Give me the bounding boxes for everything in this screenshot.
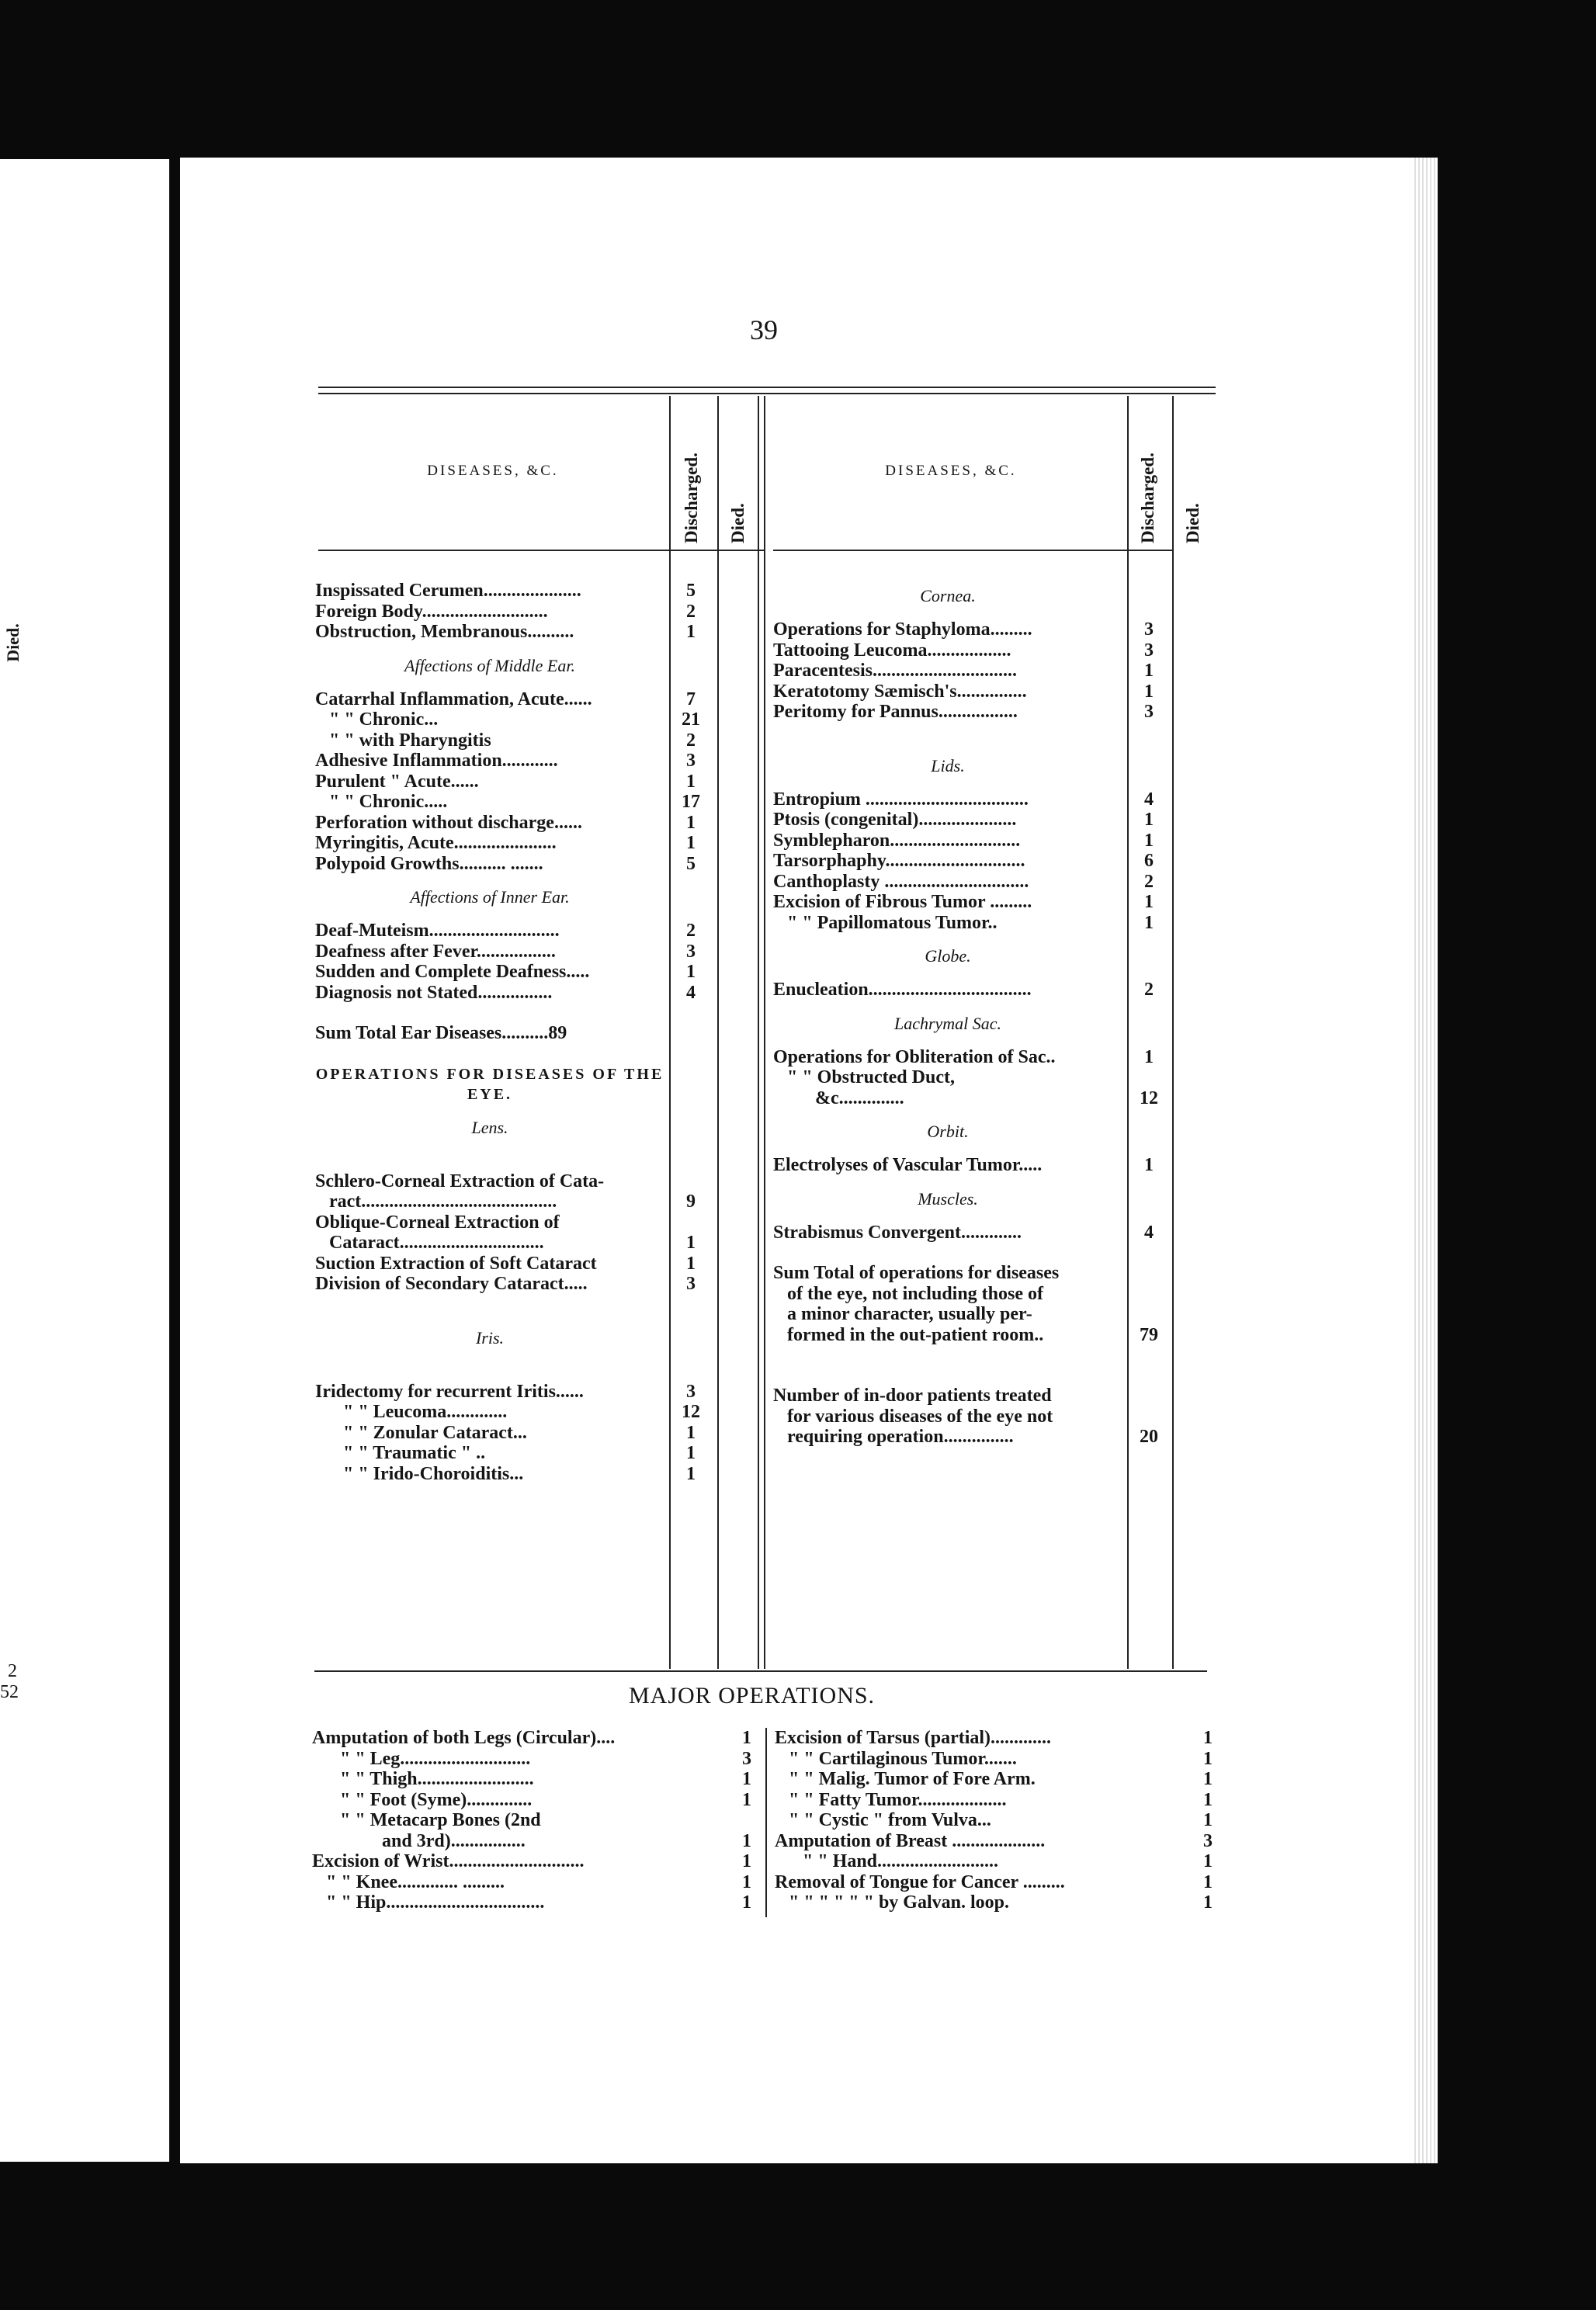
table-row: [773, 1263, 1177, 1284]
row-discharged-value: 1: [686, 1463, 696, 1484]
spacer: [315, 1044, 719, 1064]
operation-label: " " Fatty Tumor...................: [789, 1789, 1007, 1810]
table-row: [315, 1443, 719, 1464]
row-label: Symblepharon............................: [773, 830, 1021, 851]
table-row: [773, 682, 1177, 702]
section-heading: Iris.: [475, 1327, 505, 1348]
operation-label: " " Leg............................: [340, 1748, 531, 1769]
operation-label: " " Hand..........................: [803, 1851, 999, 1871]
major-ops-divider: [765, 1728, 767, 1917]
row-label: Catarrhal Inflammation, Acute......: [315, 688, 592, 709]
table-bottom-rule: [314, 1670, 1207, 1672]
row-discharged-value: 12: [1140, 1087, 1158, 1108]
spacer: [773, 1345, 1177, 1365]
row-label: Tarsorphaphy..............................: [773, 851, 1025, 871]
table-row: [315, 921, 719, 942]
row-label: " " Leucoma.............: [343, 1402, 508, 1422]
row-label: Suction Extraction of Soft Cataract: [315, 1253, 597, 1274]
row-discharged-value: 1: [686, 812, 696, 833]
operation-count: 1: [1203, 1871, 1213, 1892]
row-discharged-value: 2: [686, 601, 696, 622]
page-edge: [1414, 158, 1438, 2163]
operation-label: Removal of Tongue for Cancer .........: [775, 1871, 1065, 1892]
col-rule-4: [764, 396, 765, 1669]
major-operation-row: [775, 1810, 1225, 1831]
row-label: Tattooing Leucoma..................: [773, 640, 1011, 661]
section-heading: Orbit.: [927, 1122, 969, 1141]
row-label: Operations for Obliteration of Sac..: [773, 1046, 1056, 1067]
row-discharged-value: 12: [682, 1402, 700, 1422]
row-label: Iridectomy for recurrent Iritis......: [315, 1381, 584, 1402]
row-label: Oblique-Corneal Extraction of: [315, 1212, 560, 1233]
major-operations-left: [312, 1728, 762, 1913]
header-discharged-left: Discharged.: [682, 453, 701, 543]
operation-count: 1: [742, 1830, 751, 1851]
table-row: [315, 730, 719, 751]
spacer: [315, 1003, 719, 1023]
major-operation-row: [312, 1790, 762, 1811]
row-label: ract..........................................: [329, 1191, 557, 1212]
row-discharged-value: 3: [686, 1381, 696, 1402]
table-row: [773, 1047, 1177, 1068]
header-died-right: Died.: [1183, 503, 1202, 543]
row-discharged-value: 7: [686, 688, 696, 709]
table-row: [773, 810, 1177, 831]
prev-page-number-52: 52: [0, 1682, 19, 1702]
table-row: [773, 661, 1177, 682]
section-heading-caps: OPERATIONS FOR DISEASES OF THE EYE.: [315, 1065, 664, 1103]
row-label: Sum Total of operations for diseases: [773, 1263, 1060, 1283]
row-label: of the eye, not including those of: [787, 1283, 1043, 1304]
table-row: [773, 1088, 1177, 1109]
row-label: " " Obstructed Duct,: [787, 1067, 955, 1087]
table-row: [773, 1427, 1177, 1448]
prev-page-died-label: Died.: [2, 623, 23, 662]
table-row: [315, 709, 719, 730]
operation-label: " " Thigh.........................: [340, 1769, 534, 1789]
major-operation-row: [775, 1831, 1225, 1852]
row-discharged-value: 1: [1144, 892, 1154, 912]
row-discharged-value: 5: [686, 581, 696, 601]
operation-label: " " Malig. Tumor of Fore Arm.: [789, 1769, 1036, 1789]
top-rule-2: [318, 393, 1216, 394]
major-operation-row: [312, 1728, 762, 1749]
row-label: Operations for Staphyloma.........: [773, 619, 1032, 640]
row-discharged-value: 1: [1144, 681, 1154, 702]
row-label: " " with Pharyngitis: [329, 730, 491, 751]
row-discharged-value: 17: [682, 792, 700, 812]
table-row: [315, 751, 719, 772]
top-rule: [318, 387, 1216, 388]
row-label: Keratotomy Sæmisch's...............: [773, 681, 1027, 702]
row-discharged-value: 4: [686, 982, 696, 1003]
row-discharged-value: 6: [1144, 851, 1154, 871]
row-discharged-value: 1: [1144, 1046, 1154, 1067]
table-row: [315, 1212, 719, 1233]
operation-count: 1: [1203, 1748, 1213, 1769]
row-discharged-value: 3: [686, 751, 696, 771]
table-row: [315, 1254, 719, 1275]
spacer: [773, 1365, 1177, 1386]
row-label: &c..............: [815, 1087, 904, 1108]
operation-label: Amputation of Breast ....................: [775, 1830, 1046, 1851]
table-row: [315, 962, 719, 983]
row-label: Sum Total Ear Diseases..........89: [315, 1023, 567, 1043]
row-discharged-value: 9: [686, 1191, 696, 1212]
operation-label: Excision of Wrist.............................: [312, 1851, 585, 1871]
major-operation-row: [775, 1749, 1225, 1770]
row-label: " " Chronic.....: [329, 792, 448, 812]
row-discharged-value: 1: [686, 1422, 696, 1443]
row-discharged-value: 1: [686, 1233, 696, 1253]
header-discharged-right: Discharged.: [1138, 453, 1157, 543]
row-label: requiring operation...............: [787, 1427, 1014, 1447]
header-rule-left: [318, 550, 765, 551]
row-label: formed in the out-patient room..: [787, 1324, 1044, 1345]
table-row: [315, 689, 719, 710]
table-row: [315, 1023, 719, 1044]
row-label: " " Papillomatous Tumor..: [787, 912, 998, 933]
table-row: [773, 1304, 1177, 1325]
table-row: [773, 831, 1177, 852]
row-label: Strabismus Convergent.............: [773, 1222, 1022, 1243]
row-discharged-value: 4: [1144, 1222, 1154, 1243]
major-operation-row: [775, 1872, 1225, 1893]
row-label: Cataract...............................: [329, 1233, 544, 1253]
major-operation-row: [775, 1790, 1225, 1811]
table-row: [315, 1171, 719, 1192]
row-label: Perforation without discharge......: [315, 812, 582, 833]
row-label: " " Irido-Choroiditis...: [343, 1463, 524, 1484]
row-discharged-value: 2: [686, 730, 696, 751]
table-row: [773, 980, 1177, 1001]
row-label: Adhesive Inflammation............: [315, 751, 558, 771]
table-row: [315, 602, 719, 623]
previous-page: [0, 159, 169, 2162]
operation-count: 1: [742, 1851, 751, 1871]
operation-label: " " Metacarp Bones (2nd: [340, 1810, 541, 1830]
table-row: [315, 772, 719, 793]
row-discharged-value: 1: [686, 771, 696, 792]
row-discharged-value: 5: [686, 853, 696, 874]
table-row: [773, 1406, 1177, 1427]
section-heading: Affections of Middle Ear.: [404, 655, 575, 675]
prev-page-number-2: 2: [8, 1661, 17, 1681]
spacer: [315, 1295, 719, 1315]
table-row: [773, 702, 1177, 723]
major-operation-row: [312, 1892, 762, 1913]
major-operations-right: [775, 1728, 1225, 1913]
table-row: [773, 640, 1177, 661]
table-row: [315, 1423, 719, 1444]
row-label: " " Chronic...: [329, 709, 439, 730]
row-label: Deaf-Muteism............................: [315, 921, 560, 941]
row-discharged-value: 79: [1140, 1324, 1158, 1345]
table-row: [315, 1464, 719, 1485]
operation-label: and 3rd)................: [382, 1830, 526, 1851]
row-discharged-value: 1: [1144, 1155, 1154, 1175]
spacer: [773, 1243, 1177, 1263]
table-row: [315, 1191, 719, 1212]
major-operation-row: [312, 1810, 762, 1831]
section-heading: Lachrymal Sac.: [893, 1013, 1002, 1033]
row-label: Peritomy for Pannus.................: [773, 702, 1018, 722]
section-heading: Affections of Inner Ear.: [410, 887, 570, 907]
row-discharged-value: 1: [686, 962, 696, 982]
operation-count: 1: [1203, 1892, 1213, 1913]
section-heading: Globe.: [925, 946, 971, 966]
row-label: Excision of Fibrous Tumor .........: [773, 892, 1032, 912]
col-rule-3: [758, 396, 759, 1669]
row-label: Number of in-door patients treated: [773, 1386, 1052, 1406]
row-discharged-value: 3: [1144, 702, 1154, 722]
spacer: [315, 1151, 719, 1171]
operation-count: 3: [1203, 1830, 1213, 1851]
row-discharged-value: 1: [1144, 810, 1154, 830]
operation-count: 1: [742, 1892, 751, 1913]
table-row: [315, 833, 719, 854]
operation-count: 1: [1203, 1789, 1213, 1810]
right-column-entries: [773, 573, 1177, 1448]
operation-count: 1: [742, 1871, 751, 1892]
major-operation-row: [775, 1892, 1225, 1913]
table-row: [315, 1402, 719, 1423]
operation-count: 1: [1203, 1728, 1213, 1748]
table-row: [773, 1155, 1177, 1176]
major-operation-row: [312, 1749, 762, 1770]
spacer: [773, 723, 1177, 743]
page-number: 39: [750, 314, 778, 345]
row-label: Entropium ...................................: [773, 789, 1029, 810]
table-row: [773, 789, 1177, 810]
table-row: [315, 1233, 719, 1254]
row-label: Purulent " Acute......: [315, 771, 479, 792]
operation-label: " " " " " " by Galvan. loop.: [789, 1892, 1009, 1913]
row-discharged-value: 2: [1144, 980, 1154, 1000]
row-discharged-value: 1: [686, 1253, 696, 1274]
operation-label: " " Hip..................................: [326, 1892, 545, 1913]
row-label: Schlero-Corneal Extraction of Cata-: [315, 1171, 605, 1191]
section-heading: Lens.: [471, 1117, 508, 1137]
section-heading: Cornea.: [920, 586, 976, 605]
table-row: [773, 1067, 1177, 1088]
table-row: [773, 872, 1177, 893]
row-discharged-value: 1: [1144, 661, 1154, 681]
operation-count: 1: [1203, 1769, 1213, 1789]
row-label: Myringitis, Acute......................: [315, 833, 557, 853]
row-discharged-value: 2: [686, 921, 696, 941]
row-discharged-value: 2: [1144, 871, 1154, 892]
table-row: [315, 581, 719, 602]
table-row: [773, 619, 1177, 640]
major-operation-row: [312, 1872, 762, 1893]
table-row: [315, 854, 719, 875]
operation-count: 3: [742, 1748, 751, 1769]
table-row: [315, 1274, 719, 1295]
major-operation-row: [312, 1769, 762, 1790]
row-label: Electrolyses of Vascular Tumor.....: [773, 1155, 1043, 1175]
row-label: Ptosis (congenital).....................: [773, 810, 1017, 830]
table-row: [315, 942, 719, 962]
table-row: [773, 1325, 1177, 1346]
row-label: for various diseases of the eye not: [787, 1406, 1053, 1427]
row-discharged-value: 1: [686, 833, 696, 853]
row-label: Division of Secondary Cataract.....: [315, 1274, 588, 1294]
row-discharged-value: 21: [682, 709, 700, 730]
row-discharged-value: 20: [1140, 1427, 1158, 1447]
row-discharged-value: 1: [1144, 912, 1154, 933]
table-row: [315, 813, 719, 834]
row-discharged-value: 1: [686, 622, 696, 642]
row-label: " " Traumatic " ..: [343, 1443, 486, 1463]
operation-label: " " Knee............. .........: [326, 1871, 505, 1892]
row-label: Inspissated Cerumen.....................: [315, 581, 581, 601]
header-diseases-right: DISEASES, &C.: [885, 463, 1017, 479]
section-heading: Lids.: [931, 755, 965, 775]
major-operations-title: MAJOR OPERATIONS.: [629, 1683, 876, 1708]
row-label: Diagnosis not Stated................: [315, 982, 553, 1003]
major-operation-row: [312, 1831, 762, 1852]
header-diseases-left: DISEASES, &C.: [427, 463, 559, 479]
row-discharged-value: 3: [686, 1274, 696, 1294]
row-label: " " Zonular Cataract...: [343, 1422, 527, 1443]
operation-count: 1: [1203, 1810, 1213, 1830]
table-row: [315, 622, 719, 643]
operation-count: 1: [742, 1789, 751, 1810]
major-operation-row: [312, 1851, 762, 1872]
row-discharged-value: 1: [686, 1443, 696, 1463]
table-row: [315, 1382, 719, 1403]
row-label: Enucleation...................................: [773, 980, 1032, 1000]
left-column-entries: [315, 581, 719, 1484]
operation-label: " " Cartilaginous Tumor.......: [789, 1748, 1017, 1769]
spacer: [315, 1361, 719, 1382]
major-operation-row: [775, 1728, 1225, 1749]
table-row: [773, 892, 1177, 913]
table-row: [315, 983, 719, 1004]
operation-label: " " Foot (Syme)..............: [340, 1789, 533, 1810]
operation-count: 1: [1203, 1851, 1213, 1871]
row-label: a minor character, usually per-: [787, 1304, 1032, 1324]
row-label: Deafness after Fever.................: [315, 941, 556, 962]
row-discharged-value: 3: [686, 941, 696, 962]
row-label: Foreign Body...........................: [315, 601, 548, 622]
table-row: [773, 913, 1177, 934]
row-label: Paracentesis...............................: [773, 661, 1017, 681]
row-label: Sudden and Complete Deafness.....: [315, 962, 590, 982]
header-rule-right: [773, 550, 1174, 551]
operation-label: Amputation of both Legs (Circular)....: [312, 1728, 616, 1748]
header-died-left: Died.: [728, 503, 748, 543]
row-discharged-value: 4: [1144, 789, 1154, 810]
row-label: Polypoid Growths.......... .......: [315, 853, 543, 874]
row-label: Canthoplasty ...............................: [773, 871, 1029, 892]
table-row: [773, 851, 1177, 872]
row-discharged-value: 1: [1144, 830, 1154, 851]
table-row: [773, 1386, 1177, 1406]
row-discharged-value: 3: [1144, 640, 1154, 661]
operation-count: 1: [742, 1769, 751, 1789]
section-heading: Muscles.: [918, 1188, 978, 1209]
table-row: [315, 792, 719, 813]
major-operation-row: [775, 1769, 1225, 1790]
table-row: [773, 1223, 1177, 1243]
major-operation-row: [775, 1851, 1225, 1872]
row-label: Obstruction, Membranous..........: [315, 622, 574, 642]
operation-count: 1: [742, 1728, 751, 1748]
table-row: [773, 1284, 1177, 1305]
operation-label: Excision of Tarsus (partial).............: [775, 1728, 1052, 1748]
operation-label: " " Cystic " from Vulva...: [789, 1810, 991, 1830]
row-discharged-value: 3: [1144, 619, 1154, 640]
